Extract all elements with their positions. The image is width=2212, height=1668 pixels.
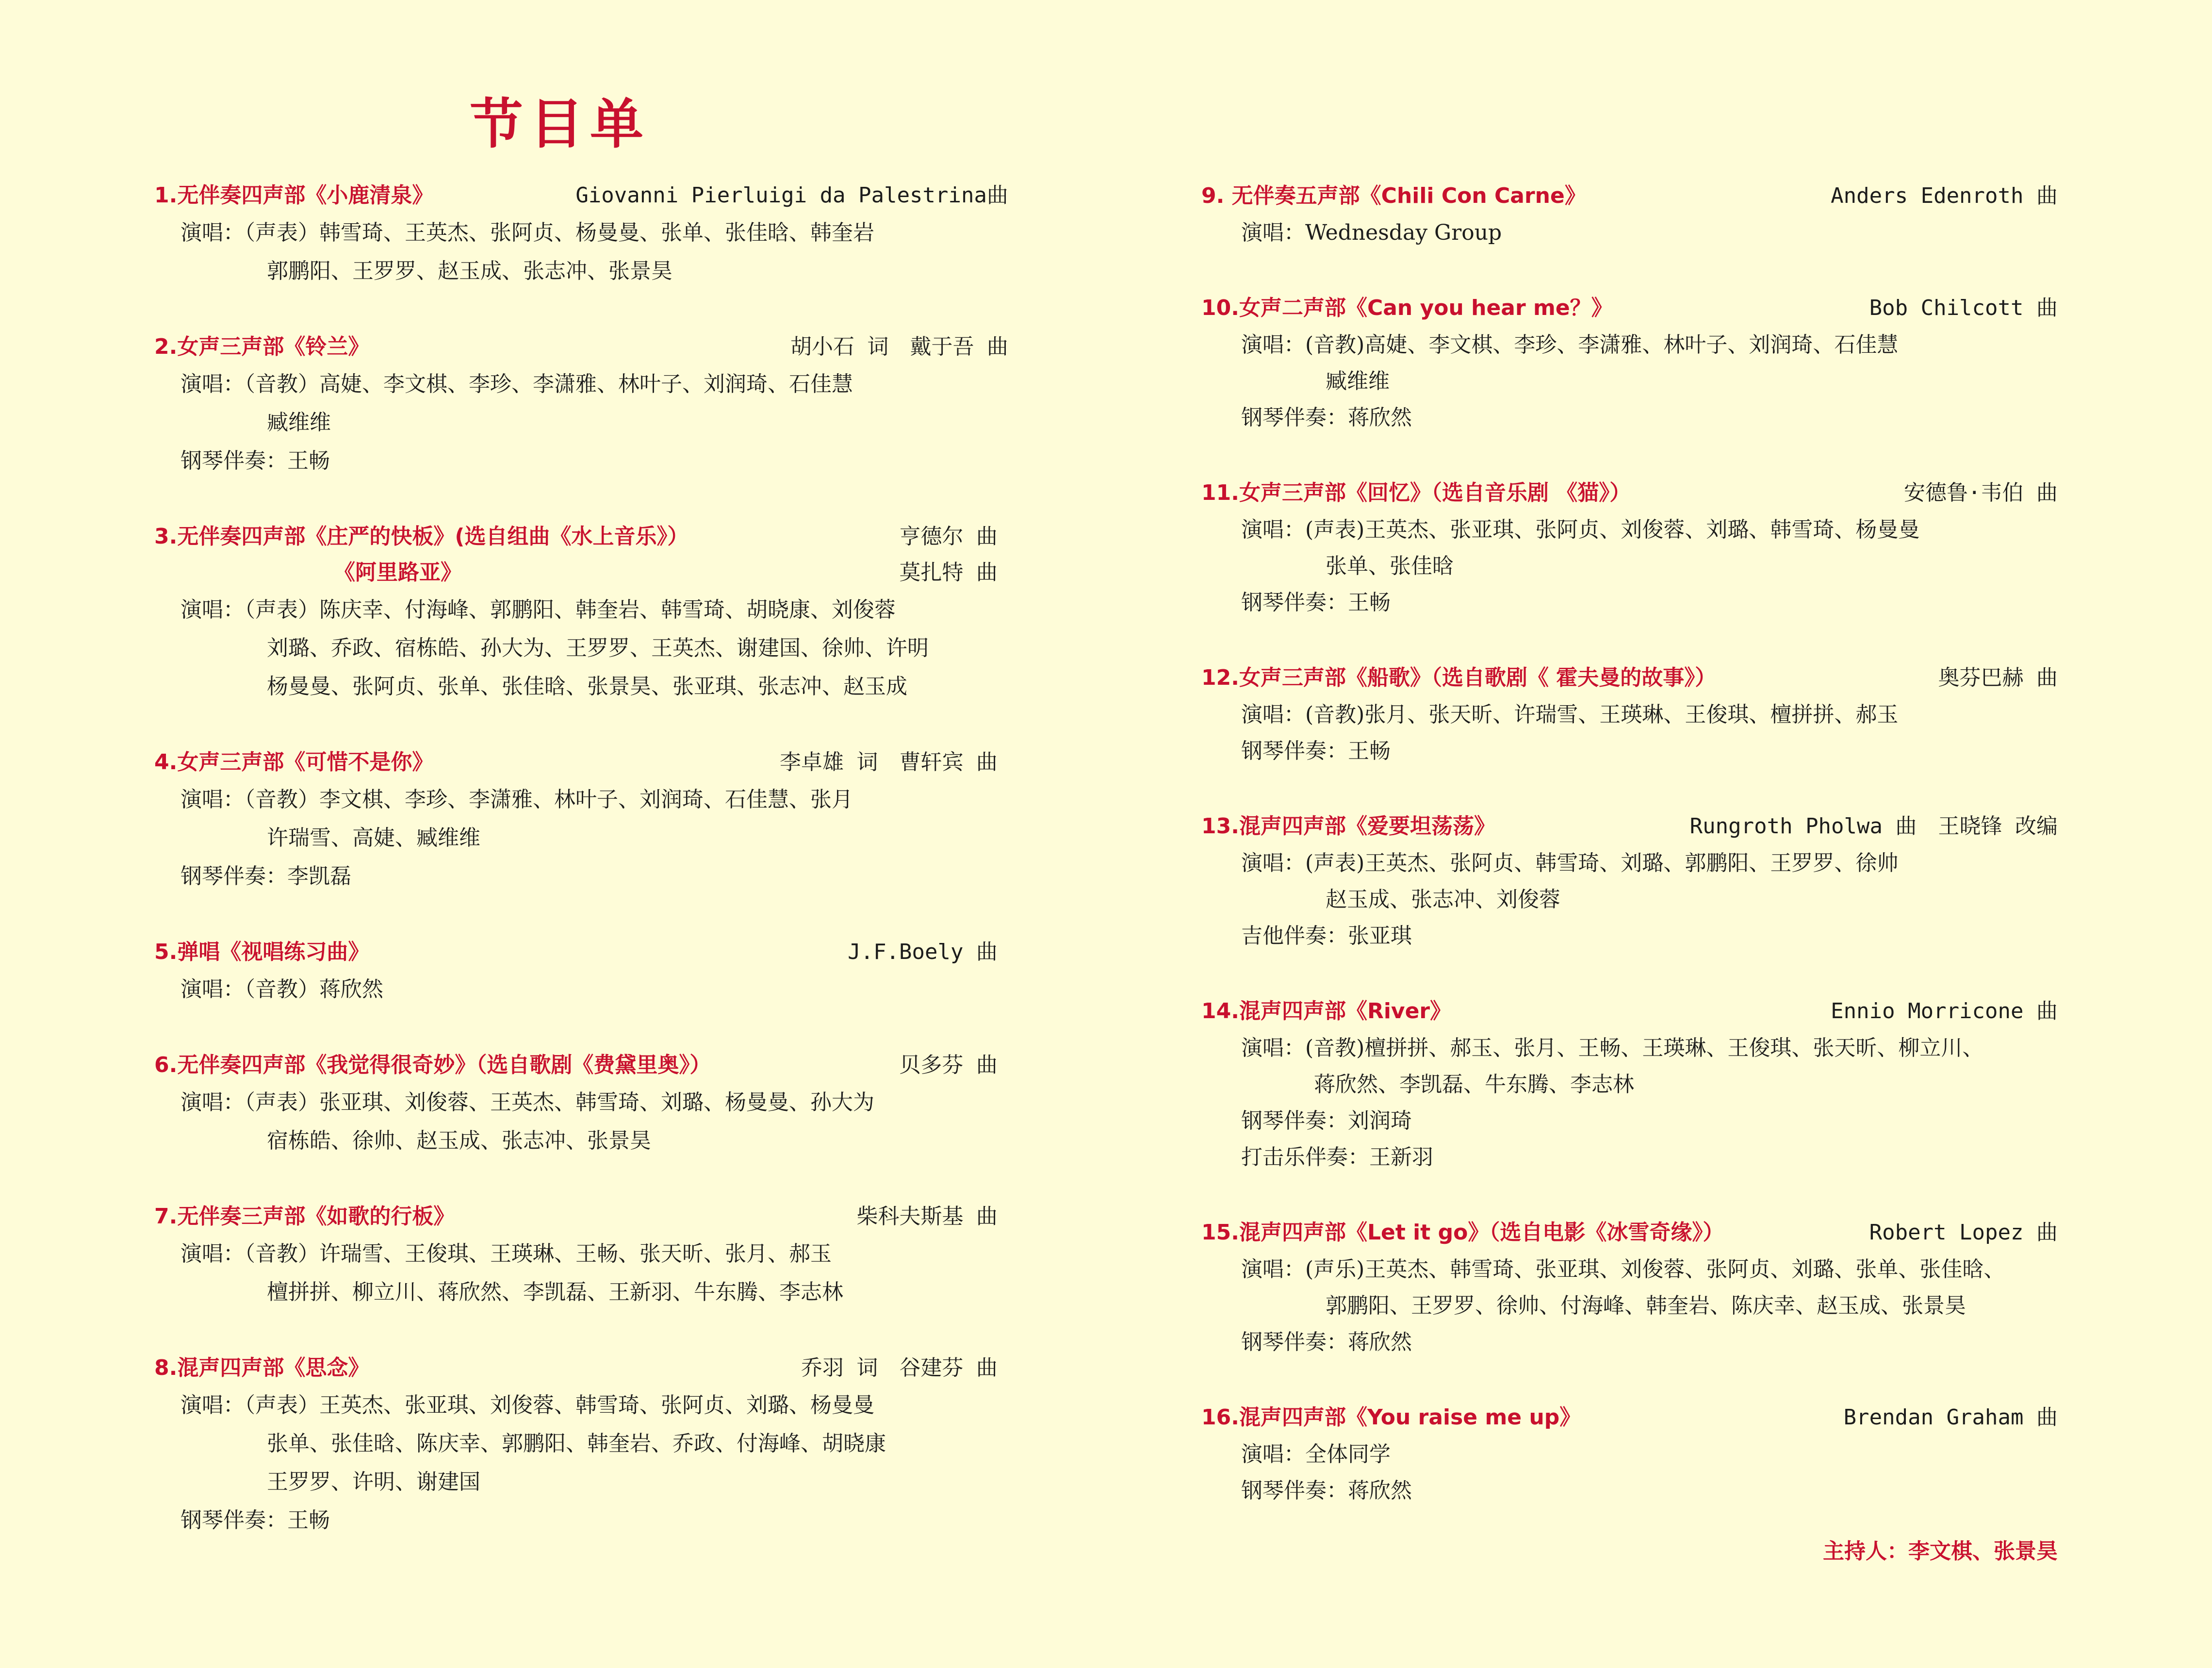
accompaniment-line: 钢琴伴奏：刘润琦 — [1241, 1108, 1412, 1133]
item-credit: 乔羽 词 谷建芬 曲 — [801, 1355, 998, 1380]
performers-line: 郭鹏阳、王罗罗、徐帅、付海峰、韩奎岩、陈庆幸、赵玉成、张景昊 — [1326, 1293, 1966, 1318]
program-item-11 — [1201, 475, 2058, 621]
performers-line: 檀拼拼、柳立川、蒋欣然、李凯磊、王新羽、牛东腾、李志林 — [267, 1280, 843, 1305]
performers-line: 演唱：(声乐)王英杰、韩雪琦、张亚琪、刘俊蓉、张阿贞、刘璐、张单、张佳晗、 — [1241, 1257, 2005, 1282]
item-credit: 贝多芬 曲 — [899, 1053, 998, 1077]
program-item-7 — [154, 1199, 1008, 1311]
program-item-15 — [1201, 1214, 2058, 1360]
performers-line: 许瑞雪、高婕、臧维维 — [267, 826, 480, 850]
program-item-13 — [1201, 808, 2058, 954]
program-item-1 — [154, 178, 1008, 290]
program-item-10 — [1201, 290, 2058, 436]
program-item-4 — [154, 744, 1008, 895]
item-title: 10.女声二声部《Can you hear me？》 — [1201, 296, 1613, 320]
program-item-14 — [1201, 993, 2058, 1175]
item-title: 6.无伴奏四声部《我觉得很奇妙》（选自歌剧《费黛里奥》） — [154, 1053, 711, 1077]
item-title: 7.无伴奏三声部《如歌的行板》 — [154, 1204, 455, 1229]
accompaniment-line: 钢琴伴奏：李凯磊 — [180, 864, 351, 889]
item-credit: Robert Lopez 曲 — [1869, 1220, 2058, 1245]
item-credit: 莫扎特 曲 — [899, 560, 998, 585]
item-credit: Bob Chilcott 曲 — [1869, 296, 2058, 320]
accompaniment-line: 钢琴伴奏：蒋欣然 — [1241, 1478, 1412, 1503]
item-title: 9. 无伴奏五声部《Chili Con Carne》 — [1201, 183, 1586, 208]
accompaniment-line: 钢琴伴奏：王畅 — [1241, 590, 1391, 615]
accompaniment-line: 钢琴伴奏：蒋欣然 — [1241, 1330, 1412, 1354]
program-item-6 — [154, 1047, 1008, 1160]
accompaniment-line: 钢琴伴奏：王畅 — [1241, 739, 1391, 763]
performers-line: 刘璐、乔政、宿栋皓、孙大为、王罗罗、王英杰、谢建国、徐帅、许明 — [267, 636, 929, 661]
performers-line: 演唱：(音教)张月、张天昕、许瑞雪、王瑛琳、王俊琪、檀拼拼、郝玉 — [1241, 702, 1899, 727]
program-item-8 — [154, 1350, 1008, 1539]
performers-line: 演唱：(声表)王英杰、张亚琪、张阿贞、刘俊蓉、刘璐、韩雪琦、杨曼曼 — [1241, 517, 1920, 542]
performers-line: 王罗罗、许明、谢建国 — [267, 1470, 480, 1494]
performers-line: 演唱：（音教）蒋欣然 — [180, 977, 383, 1002]
performers-line: 演唱：Wednesday Group — [1241, 220, 1502, 245]
program-item-5 — [154, 934, 1008, 1008]
program-item-3 — [154, 519, 1008, 706]
item-credit: 亨德尔 曲 — [899, 524, 998, 549]
performers-line: 张单、张佳晗 — [1326, 554, 1454, 578]
program-item-9 — [1201, 178, 2058, 251]
item-title: 11.女声三声部《回忆》（选自音乐剧 《猫》） — [1201, 480, 1631, 505]
accompaniment-line: 钢琴伴奏：王畅 — [180, 448, 330, 473]
performers-line: 演唱：（声表）张亚琪、刘俊蓉、王英杰、韩雪琦、刘璐、杨曼曼、孙大为 — [180, 1090, 874, 1115]
item-title: 5.弹唱《视唱练习曲》 — [154, 940, 370, 964]
item-title: 1.无伴奏四声部《小鹿清泉》 — [154, 183, 434, 208]
item-title: 4.女声三声部《可惜不是你》 — [154, 750, 434, 775]
item-title: 8.混声四声部《思念》 — [154, 1355, 370, 1380]
performers-line: 演唱：全体同学 — [1241, 1442, 1391, 1467]
performers-line: 演唱：（声表）韩雪琦、王英杰、张阿贞、杨曼曼、张单、张佳晗、韩奎岩 — [180, 220, 874, 245]
item-credit: 柴科夫斯基 曲 — [856, 1204, 998, 1229]
accompaniment-line: 钢琴伴奏：蒋欣然 — [1241, 405, 1412, 430]
program-item-16 — [1201, 1399, 2058, 1509]
item-title: 2.女声三声部《铃兰》 — [154, 334, 370, 359]
performers-line: 演唱：(音教)檀拼拼、郝玉、张月、王畅、王瑛琳、王俊琪、张天昕、柳立川、 — [1241, 1036, 1984, 1060]
accompaniment-line: 吉他伴奏：张亚琪 — [1241, 924, 1412, 948]
item-title: 15.混声四声部《Let it go》（选自电影《冰雪奇缘》） — [1201, 1220, 1724, 1245]
item-title: 13.混声四声部《爱要坦荡荡》 — [1201, 814, 1495, 839]
page-title: 节目单 — [470, 93, 650, 155]
performers-line: 张单、张佳晗、陈庆幸、郭鹏阳、韩奎岩、乔政、付海峰、胡晓康 — [267, 1431, 886, 1456]
performers-line: 郭鹏阳、王罗罗、赵玉成、张志冲、张景昊 — [267, 259, 672, 283]
item-credit: Anders Edenroth 曲 — [1831, 183, 2058, 208]
item-title: 14.混声四声部《River》 — [1201, 999, 1452, 1024]
item-credit: J.F.Boely 曲 — [848, 940, 998, 964]
program-column-left — [154, 178, 1008, 1578]
item-credit: Ennio Morricone 曲 — [1831, 999, 2058, 1024]
performers-line: 演唱：(声表)王英杰、张阿贞、韩雪琦、刘璐、郭鹏阳、王罗罗、徐帅 — [1241, 851, 1899, 875]
performers-line: 臧维维 — [1326, 369, 1390, 394]
item-credit: Brendan Graham 曲 — [1843, 1405, 2058, 1430]
item-credit: Rungroth Pholwa 曲 王晓锋 改编 — [1689, 814, 2058, 839]
item-credit: Giovanni Pierluigi da Palestrina曲 — [575, 183, 1008, 208]
item-credit: 李卓雄 词 曹轩宾 曲 — [780, 750, 998, 775]
performers-line: 演唱：（音教）李文棋、李珍、李潇雅、林叶子、刘润琦、石佳慧、张月 — [180, 787, 853, 812]
item-title: 12.女声三声部《船歌》（选自歌剧《 霍夫曼的故事》） — [1201, 665, 1717, 690]
accompaniment-line: 钢琴伴奏：王畅 — [180, 1508, 330, 1533]
performers-line: 演唱：（音教）许瑞雪、王俊琪、王瑛琳、王畅、张天昕、张月、郝玉 — [180, 1241, 832, 1266]
percussion-line: 打击乐伴奏：王新羽 — [1241, 1145, 1433, 1170]
host-credit: 主持人：李文棋、张景昊 — [1823, 1539, 2058, 1564]
program-column-right — [1201, 178, 2058, 1548]
program-item-2 — [154, 329, 1008, 480]
item-title: 3.无伴奏四声部《庄严的快板》(选自组曲《水上音乐》） — [154, 524, 689, 549]
performers-line: 演唱：（声表）王英杰、张亚琪、刘俊蓉、韩雪琦、张阿贞、刘璐、杨曼曼 — [180, 1393, 874, 1418]
performers-line: 演唱：(音教)高婕、李文棋、李珍、李潇雅、林叶子、刘润琦、石佳慧 — [1241, 332, 1899, 357]
performers-line: 宿栋皓、徐帅、赵玉成、张志冲、张景昊 — [267, 1128, 651, 1153]
item-title: 16.混声四声部《You raise me up》 — [1201, 1405, 1581, 1430]
performers-line: 赵玉成、张志冲、刘俊蓉 — [1326, 887, 1560, 912]
performers-line: 蒋欣然、李凯磊、牛东腾、李志林 — [1314, 1072, 1634, 1097]
item-subtitle: 《阿里路亚》 — [334, 560, 462, 585]
performers-line: 演唱：（声表）陈庆幸、付海峰、郭鹏阳、韩奎岩、韩雪琦、胡晓康、刘俊蓉 — [180, 597, 896, 622]
program-item-12 — [1201, 660, 2058, 769]
item-credit: 胡小石 词 戴于吾 曲 — [790, 334, 1008, 359]
performers-line: 杨曼曼、张阿贞、张单、张佳晗、张景昊、张亚琪、张志冲、赵玉成 — [267, 674, 907, 699]
performers-line: 臧维维 — [267, 410, 331, 435]
item-credit: 奥芬巴赫 曲 — [1938, 665, 2058, 690]
item-credit: 安德鲁·韦伯 曲 — [1904, 480, 2058, 505]
performers-line: 演唱：（音教）高婕、李文棋、李珍、李潇雅、林叶子、刘润琦、石佳慧 — [180, 372, 853, 396]
